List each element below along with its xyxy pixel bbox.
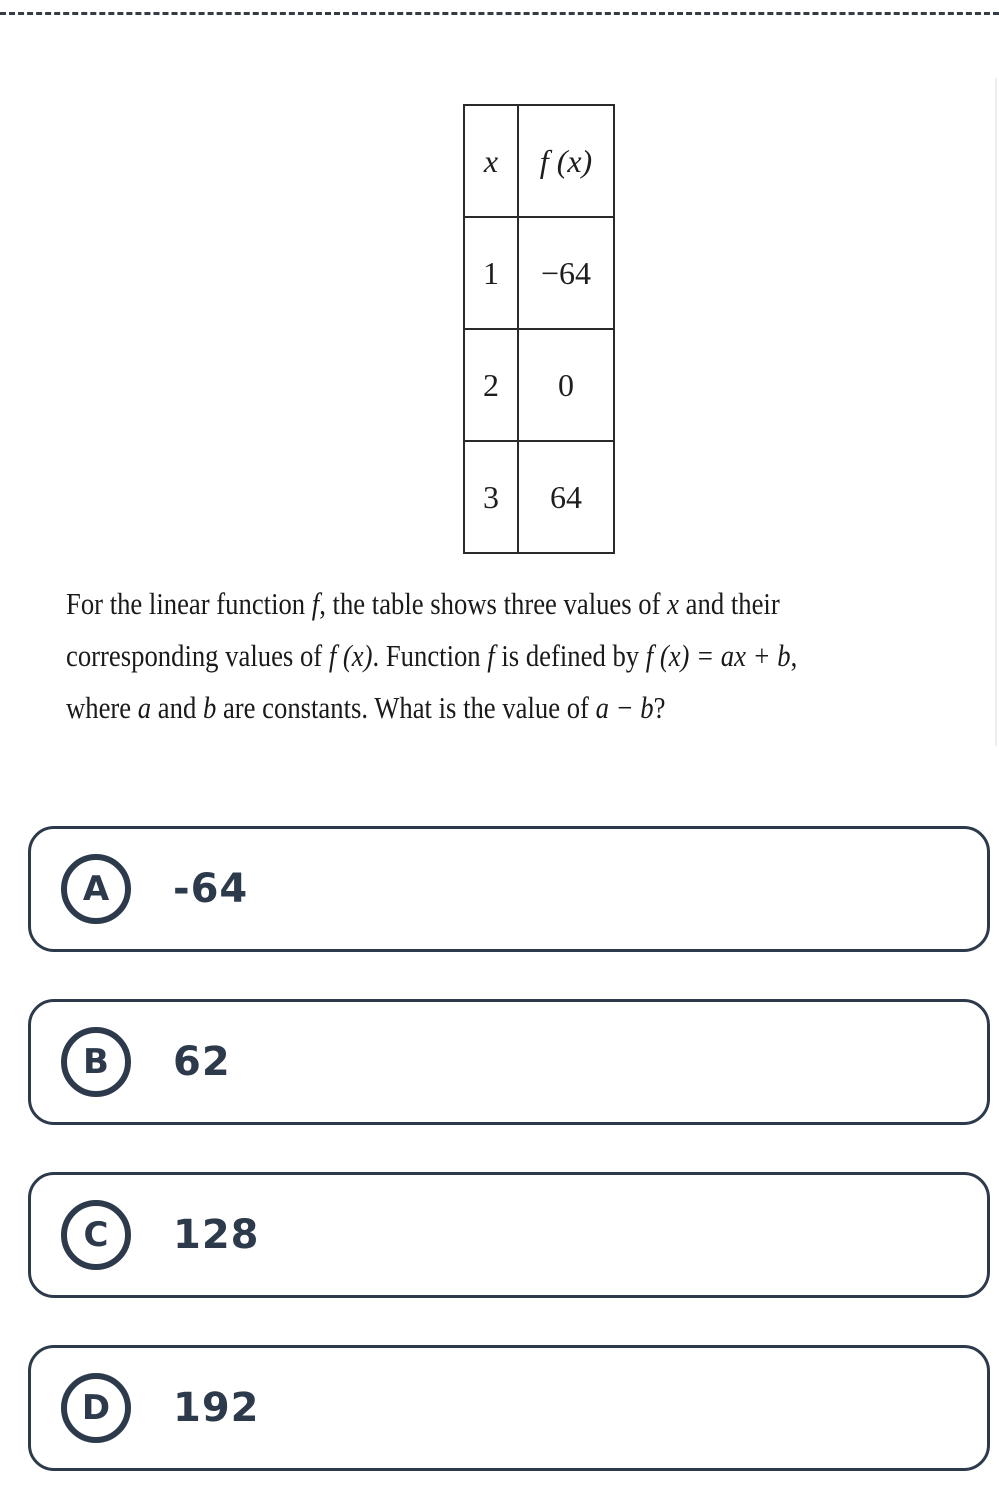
choice-a-letter-badge: A [61,854,131,924]
choice-c-button[interactable] [28,1172,990,1298]
table-row [464,217,614,329]
choice-b-value: 62 [173,1039,231,1085]
choice-d-value: 192 [173,1385,260,1431]
table-row [464,329,614,441]
table-header-row [464,105,614,217]
choice-b-letter-badge: B [61,1027,131,1097]
choice-c-letter-badge: C [61,1200,131,1270]
question-line-2: corresponding values of f (x). Function f is defined by f (x) = ax + b, [66,638,798,673]
table-header-fx: f (x) [518,105,614,217]
table-row [464,441,614,553]
table-header-x: x [464,105,518,217]
dashed-divider [0,12,999,15]
question-line-3: where a and b are constants. What is the value of a − b? [66,690,666,725]
table-cell-fx: −64 [518,217,614,329]
function-table [463,104,615,554]
choice-b-button[interactable] [28,999,990,1125]
choice-d-button[interactable] [28,1345,990,1471]
question-text [66,578,857,734]
choice-d-letter-badge: D [61,1373,131,1443]
table-cell-x: 1 [464,217,518,329]
table-cell-fx: 0 [518,329,614,441]
choice-a-value: -64 [173,866,249,912]
choice-c-value: 128 [173,1212,260,1258]
table-cell-x: 2 [464,329,518,441]
question-line-1: For the linear function f, the table shows three values of x and their [66,586,780,621]
table-cell-x: 3 [464,441,518,553]
choice-a-button[interactable] [28,826,990,952]
table-cell-fx: 64 [518,441,614,553]
